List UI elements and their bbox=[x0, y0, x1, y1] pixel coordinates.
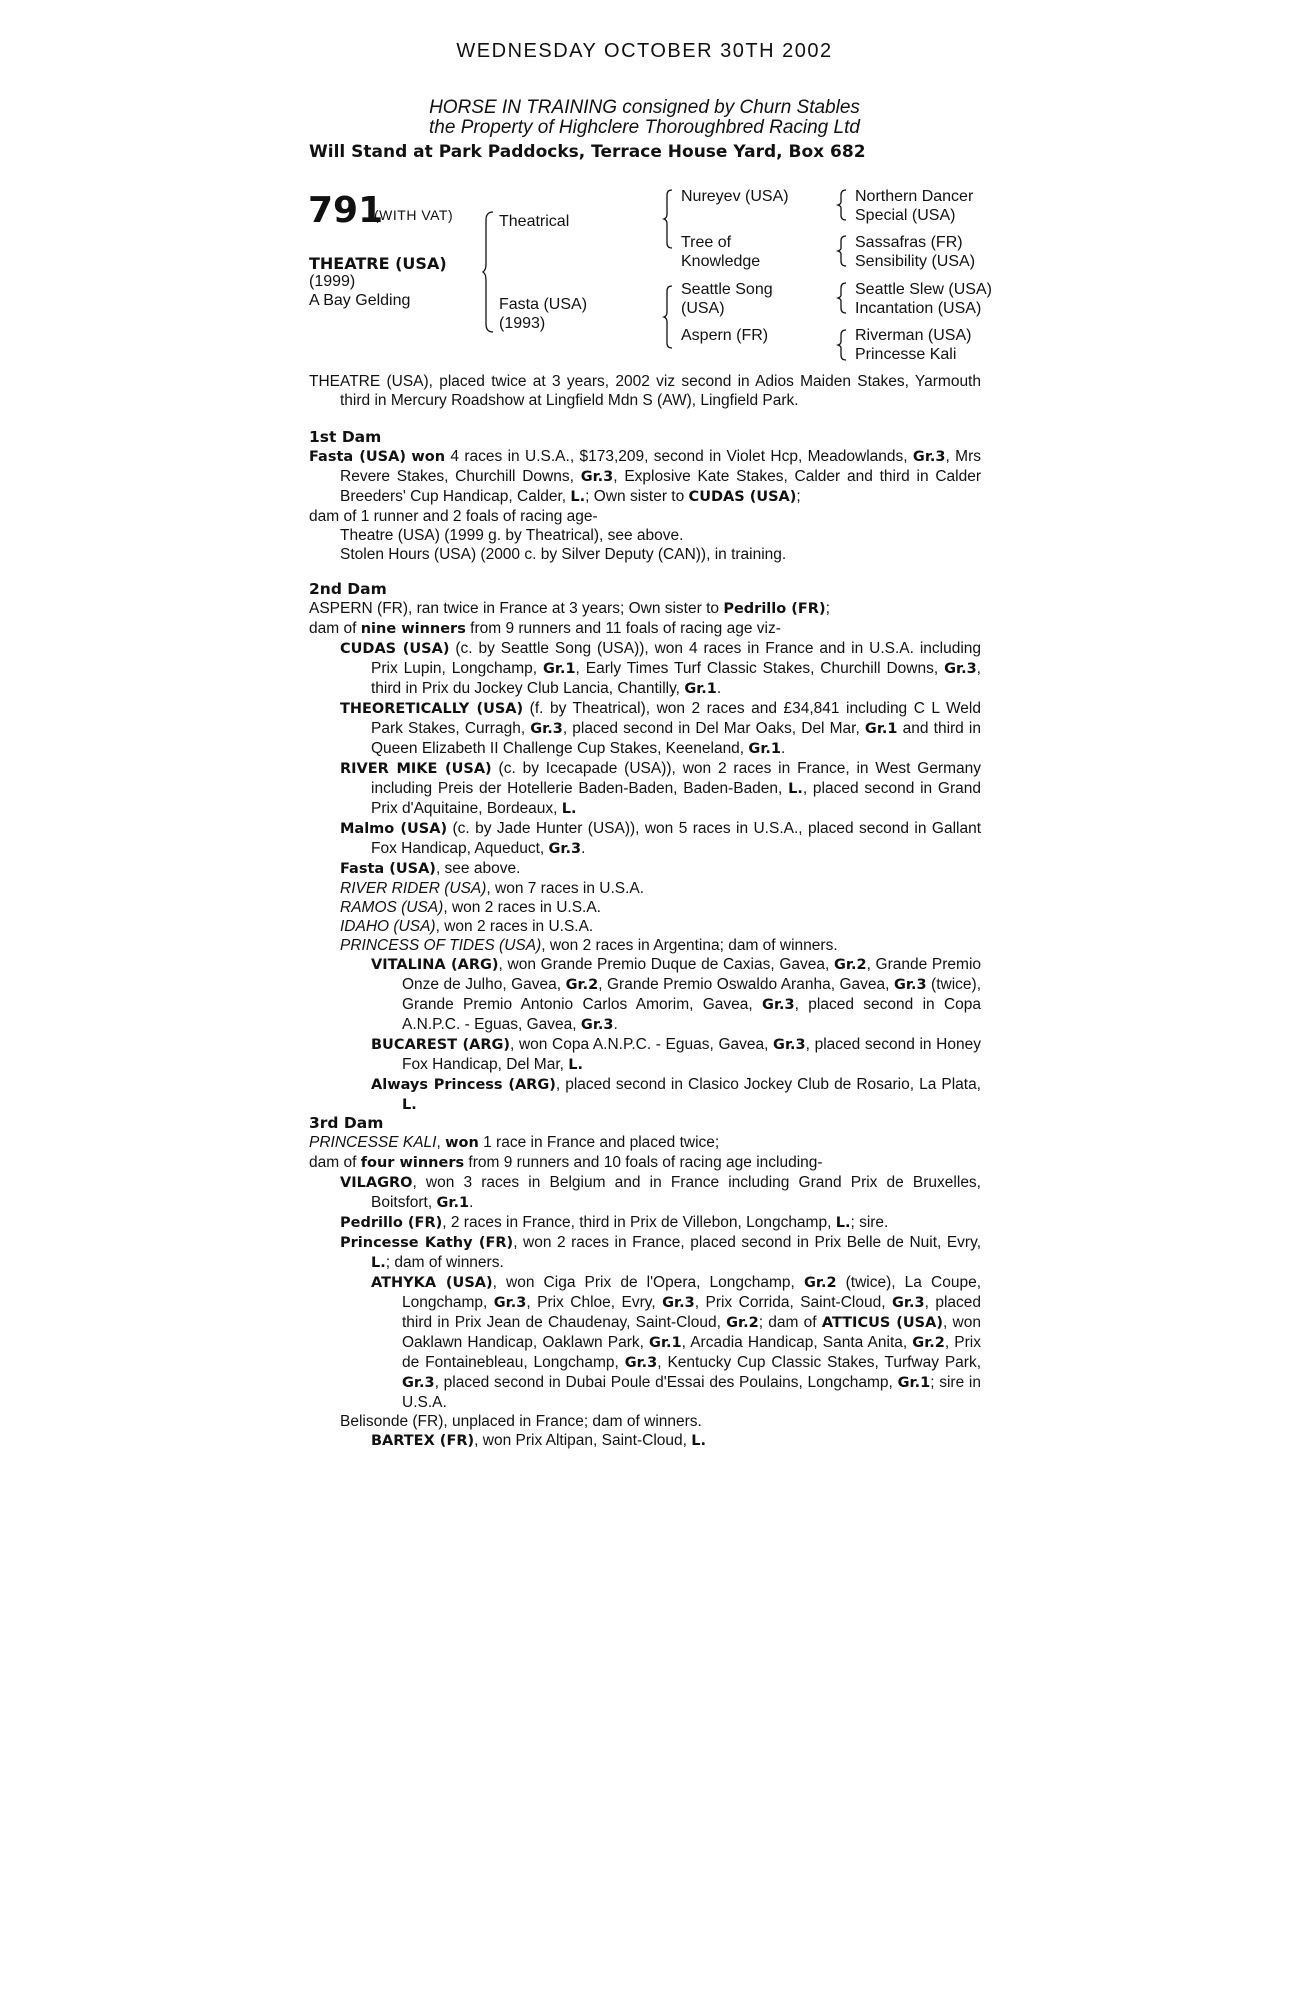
lot-number: 791 bbox=[308, 190, 384, 231]
text-run: (twice), La Coupe, Longchamp, bbox=[402, 1274, 982, 1311]
pedigree-ds bbox=[681, 280, 773, 318]
text-run: dam of bbox=[309, 620, 361, 637]
bold-text-run: ATHYKA (USA) bbox=[371, 1275, 493, 1291]
third-dam-produce-summary bbox=[309, 1153, 981, 1173]
bold-text-run: Pedrillo (FR) bbox=[723, 601, 826, 617]
bold-text-run: L. bbox=[570, 489, 586, 505]
third-dam-record bbox=[309, 1133, 981, 1153]
pedigree-sire: Theatrical bbox=[499, 213, 570, 230]
pedigree-ddd: Princesse Kali bbox=[855, 346, 957, 363]
text-run: ; Own sister to bbox=[585, 488, 689, 505]
produce-sub-item bbox=[309, 1075, 981, 1115]
text-run: ; sire. bbox=[850, 1214, 889, 1231]
pedigree-ss: Nureyev (USA) bbox=[681, 188, 789, 205]
first-dam-section bbox=[309, 428, 981, 564]
bold-text-run: Gr.3 bbox=[944, 661, 977, 677]
bold-text-run: Gr.3 bbox=[891, 1295, 925, 1311]
horse-description: A Bay Gelding bbox=[309, 292, 411, 309]
text-run: , Kentucky Cup Classic Stakes, Turfway Park, bbox=[657, 1354, 982, 1371]
bold-text-run: L. bbox=[561, 801, 577, 817]
pedigree-sss: Northern Dancer bbox=[855, 188, 974, 205]
bold-text-run: L. bbox=[788, 781, 803, 797]
bold-text-run: won bbox=[445, 1135, 479, 1151]
first-dam-heading: 1st Dam bbox=[309, 428, 382, 446]
text-run: , 2 races in France, third in Prix de Villebon, Longchamp, bbox=[442, 1214, 836, 1231]
pedigree-sd-line2: Knowledge bbox=[681, 253, 761, 270]
text-run: and third in Queen Elizabeth II Challenge Cup Stakes, Keeneland, bbox=[371, 720, 981, 757]
text-run: . bbox=[716, 680, 722, 697]
race-summary: THEATRE (USA), placed twice at 3 years, 2002 viz second in Adios Maiden Stakes, Yarmouth third in Mercury Roadshow at Lingfield Mdn S (AW), Lingfield Park. bbox=[309, 373, 981, 409]
sale-date: WEDNESDAY OCTOBER 30TH 2002 bbox=[456, 40, 833, 62]
italic-text-run: RAMOS (USA) bbox=[340, 899, 444, 916]
produce-item bbox=[309, 699, 981, 759]
vat-note: (WITH VAT) bbox=[374, 207, 454, 223]
produce-item bbox=[309, 859, 981, 879]
text-run: , won 2 races in U.S.A. bbox=[435, 918, 594, 935]
bold-text-run: L. bbox=[402, 1097, 417, 1113]
text-run: , won 2 races in Argentina; dam of winners. bbox=[541, 937, 838, 954]
second-dam-produce-summary bbox=[309, 619, 981, 639]
text-run: 1 race in France and placed twice; bbox=[478, 1134, 720, 1151]
produce-item: Stolen Hours (USA) (2000 c. by Silver Deputy (CAN)), in training. bbox=[340, 546, 787, 563]
bold-text-run: Gr.1 bbox=[897, 1375, 931, 1391]
italic-text-run: IDAHO (USA) bbox=[340, 918, 436, 935]
bold-text-run: BUCAREST (ARG) bbox=[371, 1037, 511, 1053]
stand-location: Will Stand at Park Paddocks, Terrace House Yard, Box 682 bbox=[309, 142, 866, 162]
text-run: , placed second in Del Mar Oaks, Del Mar, bbox=[562, 720, 865, 737]
pedigree-sds: Sassafras (FR) bbox=[855, 234, 963, 251]
bold-text-run: Gr.3 bbox=[662, 1295, 695, 1311]
bold-text-run: Gr.1 bbox=[649, 1335, 682, 1351]
bold-text-run: Malmo (USA) bbox=[340, 821, 448, 837]
bold-text-run: Gr.3 bbox=[912, 449, 946, 465]
produce-sub-item bbox=[309, 1431, 981, 1451]
bold-text-run: Gr.3 bbox=[580, 1017, 614, 1033]
pedigree-sdd: Sensibility (USA) bbox=[855, 253, 976, 270]
text-run: from 9 runners and 10 foals of racing age including- bbox=[464, 1154, 823, 1171]
produce-sub-item bbox=[309, 1273, 981, 1412]
pedigree-bracket-dd bbox=[838, 330, 848, 360]
pedigree-dd: Aspern (FR) bbox=[681, 327, 769, 344]
bold-text-run: ATTICUS (USA) bbox=[821, 1315, 943, 1331]
bold-text-run: THEORETICALLY (USA) bbox=[340, 701, 524, 717]
italic-text-run: PRINCESSE KALI bbox=[309, 1134, 437, 1151]
text-run: , won Copa A.N.P.C. - Eguas, Gavea, bbox=[510, 1036, 774, 1053]
bold-text-run: Gr.3 bbox=[624, 1355, 658, 1371]
produce-item bbox=[309, 1173, 981, 1213]
race-record bbox=[309, 372, 981, 410]
text-run: , won Ciga Prix de l'Opera, Longchamp, bbox=[492, 1274, 804, 1291]
produce-item bbox=[309, 936, 981, 955]
text-run: , Grande Premio Onze de Julho, Gavea, bbox=[402, 956, 982, 993]
pedigree-bracket-dam bbox=[664, 286, 674, 348]
bold-text-run: Gr.2 bbox=[565, 977, 599, 993]
text-run: dam of bbox=[309, 1154, 361, 1171]
text-run: (f. by Theatrical), won 2 races and £34,841 including C L Weld Park Stakes, Curragh, bbox=[371, 700, 981, 737]
bold-text-run: VITALINA (ARG) bbox=[371, 957, 499, 973]
text-run: . bbox=[581, 840, 586, 857]
pedigree-dds: Riverman (USA) bbox=[855, 327, 972, 344]
text-run: . bbox=[781, 740, 786, 757]
bold-text-run: Gr.1 bbox=[436, 1195, 470, 1211]
bold-text-run: Gr.3 bbox=[773, 1037, 806, 1053]
bold-text-run: Gr.3 bbox=[762, 997, 795, 1013]
bold-text-run: Gr.1 bbox=[748, 741, 782, 757]
bold-text-run: Gr.2 bbox=[912, 1335, 945, 1351]
pedigree-ds-line2: (USA) bbox=[681, 300, 725, 317]
italic-text-run: PRINCESS OF TIDES (USA) bbox=[340, 937, 542, 954]
bold-text-run: won bbox=[411, 449, 446, 465]
text-run: from 9 runners and 11 foals of racing age viz- bbox=[465, 620, 781, 637]
text-run: ; dam of bbox=[758, 1314, 822, 1331]
bold-text-run: Gr.3 bbox=[493, 1295, 527, 1311]
pedigree-ds-line1: Seattle Song bbox=[681, 281, 773, 298]
text-run: , third in Prix du Jockey Club Lancia, Chantilly, bbox=[371, 660, 981, 697]
second-dam-section bbox=[309, 580, 981, 1115]
text-run: , placed third in Prix Jean de Chaudenay, Saint-Cloud, bbox=[402, 1294, 981, 1331]
bold-text-run: Fasta (USA) bbox=[309, 449, 406, 465]
text-run: , Arcadia Handicap, Santa Anita, bbox=[681, 1334, 913, 1351]
bold-text-run: Gr.2 bbox=[726, 1315, 759, 1331]
pedigree-dam bbox=[499, 295, 587, 333]
produce-item bbox=[309, 917, 981, 936]
pedigree-dam-year: (1993) bbox=[499, 315, 546, 332]
text-run: , Prix Chloe, Evry, bbox=[526, 1294, 663, 1311]
text-run: (c. by Seattle Song (USA)), won 4 races in France and in U.S.A. including Prix Lupin, Longchamp, bbox=[371, 640, 982, 677]
text-run: , won Grande Premio Duque de Caxias, Gavea, bbox=[498, 956, 834, 973]
third-dam-section bbox=[309, 1114, 981, 1451]
bold-text-run: Fasta (USA) bbox=[340, 861, 436, 877]
pedigree-sd bbox=[681, 233, 760, 271]
text-run: , Grande Premio Oswaldo Aranha, Gavea, bbox=[598, 976, 894, 993]
pedigree-ssd: Special (USA) bbox=[855, 207, 956, 224]
second-dam-heading: 2nd Dam bbox=[309, 580, 387, 598]
text-run: 4 races in U.S.A., $173,209, second in Violet Hcp, Meadowlands, bbox=[445, 448, 913, 465]
pedigree-bracket-sd bbox=[838, 236, 848, 266]
text-run: , Early Times Turf Classic Stakes, Churchill Downs, bbox=[575, 660, 945, 677]
pedigree-bracket-ds bbox=[838, 283, 848, 313]
bold-text-run: Gr.3 bbox=[530, 721, 563, 737]
pedigree-dss: Seattle Slew (USA) bbox=[855, 281, 992, 298]
bold-text-run: Always Princess (ARG) bbox=[371, 1077, 556, 1093]
text-run: , placed second in Grand Prix d'Aquitaine, Bordeaux, bbox=[371, 780, 981, 817]
produce-item: Belisonde (FR), unplaced in France; dam of winners. bbox=[340, 1413, 702, 1430]
text-run: (c. by Icecapade (USA)), won 2 races in France, in West Germany including Preis der Hotellerie Baden-Baden, Baden-Baden, bbox=[371, 760, 981, 797]
horse-year: (1999) bbox=[309, 273, 356, 290]
text-run: (twice), Grande Premio Antonio Carlos Amorim, Gavea, bbox=[402, 976, 981, 1013]
produce-item bbox=[309, 1213, 981, 1233]
text-run: ; sire in U.S.A. bbox=[402, 1374, 981, 1411]
bold-text-run: four winners bbox=[360, 1155, 465, 1171]
text-run: , won 2 races in France, placed second in Prix Belle de Nuit, Evry, bbox=[513, 1234, 981, 1251]
text-run: , see above. bbox=[435, 860, 521, 877]
produce-item bbox=[309, 1233, 981, 1273]
bold-text-run: L. bbox=[568, 1057, 584, 1073]
first-dam-record bbox=[309, 447, 981, 507]
text-run: ; bbox=[825, 600, 830, 617]
bold-text-run: Gr.3 bbox=[548, 841, 582, 857]
italic-text-run: RIVER RIDER (USA) bbox=[340, 880, 487, 897]
bold-text-run: RIVER MIKE (USA) bbox=[340, 761, 492, 777]
bold-text-run: L. bbox=[691, 1433, 706, 1449]
second-dam-record bbox=[309, 599, 981, 619]
bold-text-run: Gr.1 bbox=[542, 661, 576, 677]
horse-name: THEATRE (USA) bbox=[309, 254, 447, 273]
text-run: , Prix de Fontainebleau, Longchamp, bbox=[402, 1334, 982, 1371]
bold-text-run: nine winners bbox=[360, 621, 466, 637]
bold-text-run: Gr.1 bbox=[684, 681, 717, 697]
bold-text-run: Gr.3 bbox=[893, 977, 927, 993]
text-run: , won 7 races in U.S.A. bbox=[486, 880, 645, 897]
produce-sub-item bbox=[309, 1035, 981, 1075]
bold-text-run: Pedrillo (FR) bbox=[340, 1215, 443, 1231]
text-run: . bbox=[613, 1016, 618, 1033]
first-dam-produce-summary: dam of 1 runner and 2 foals of racing age- bbox=[309, 508, 598, 525]
pedigree-bracket-ss bbox=[838, 190, 848, 220]
produce-sub-item bbox=[309, 955, 981, 1035]
bold-text-run: Gr.3 bbox=[402, 1375, 435, 1391]
produce-item bbox=[309, 639, 981, 699]
text-run: , Explosive Kate Stakes, Calder and third in Calder Breeders' Cup Handicap, Calder, bbox=[340, 468, 981, 505]
third-dam-heading: 3rd Dam bbox=[309, 1114, 384, 1132]
bold-text-run: L. bbox=[371, 1255, 386, 1271]
pedigree-dam-name: Fasta (USA) bbox=[499, 296, 588, 313]
bold-text-run: Princesse Kathy (FR) bbox=[340, 1235, 514, 1251]
pedigree-sd-line1: Tree of bbox=[681, 234, 732, 251]
text-run: ASPERN (FR), ran twice in France at 3 years; Own sister to bbox=[309, 600, 724, 617]
text-run: , bbox=[436, 1134, 446, 1151]
produce-item bbox=[309, 879, 981, 898]
produce-item bbox=[309, 819, 981, 859]
produce-item bbox=[309, 759, 981, 819]
produce-item: Theatre (USA) (1999 g. by Theatrical), see above. bbox=[340, 527, 684, 544]
text-run: , won 3 races in Belgium and in France including Grand Prix de Bruxelles, Boitsfort, bbox=[371, 1174, 981, 1211]
bold-text-run: CUDAS (USA) bbox=[688, 489, 797, 505]
text-run: , Mrs Revere Stakes, Churchill Downs, bbox=[340, 448, 981, 485]
consignor-line: HORSE IN TRAINING consigned by Churn Stables bbox=[429, 97, 860, 118]
bold-text-run: Gr.2 bbox=[833, 957, 867, 973]
text-run: , placed second in Honey Fox Handicap, Del Mar, bbox=[402, 1036, 981, 1073]
owner-line: the Property of Highclere Thoroughbred Racing Ltd bbox=[429, 117, 860, 138]
pedigree-bracket-sire bbox=[664, 190, 674, 248]
produce-item bbox=[309, 898, 981, 917]
pedigree-dsd: Incantation (USA) bbox=[855, 300, 982, 317]
consignment-info bbox=[0, 98, 1289, 138]
bold-text-run: CUDAS (USA) bbox=[340, 641, 450, 657]
bold-text-run: L. bbox=[835, 1215, 851, 1231]
text-run: , won 2 races in U.S.A. bbox=[443, 899, 601, 916]
bold-text-run: BARTEX (FR) bbox=[371, 1433, 475, 1449]
text-run: , placed second in Dubai Poule d'Essai des Poulains, Longchamp, bbox=[434, 1374, 898, 1391]
text-run: , placed second in Copa A.N.P.C. - Eguas, Gavea, bbox=[402, 996, 982, 1033]
bold-text-run: Gr.3 bbox=[580, 469, 614, 485]
text-run: , Prix Corrida, Saint-Cloud, bbox=[694, 1294, 892, 1311]
text-run: , placed second in Clasico Jockey Club de Rosario, La Plata, bbox=[555, 1076, 981, 1093]
text-run: . bbox=[469, 1194, 474, 1211]
pedigree-bracket-main bbox=[483, 212, 495, 332]
text-run: , won Prix Altipan, Saint-Cloud, bbox=[474, 1432, 692, 1449]
text-run: , won Oaklawn Handicap, Oaklawn Park, bbox=[402, 1314, 981, 1351]
text-run: (c. by Jade Hunter (USA)), won 5 races in U.S.A., placed second in Gallant Fox Handicap, Aqueduct, bbox=[371, 820, 981, 857]
text-run: ; dam of winners. bbox=[385, 1254, 504, 1271]
bold-text-run: VILAGRO bbox=[340, 1175, 413, 1191]
bold-text-run: Gr.1 bbox=[864, 721, 898, 737]
text-run: ; bbox=[796, 488, 801, 505]
bold-text-run: Gr.2 bbox=[803, 1275, 837, 1291]
